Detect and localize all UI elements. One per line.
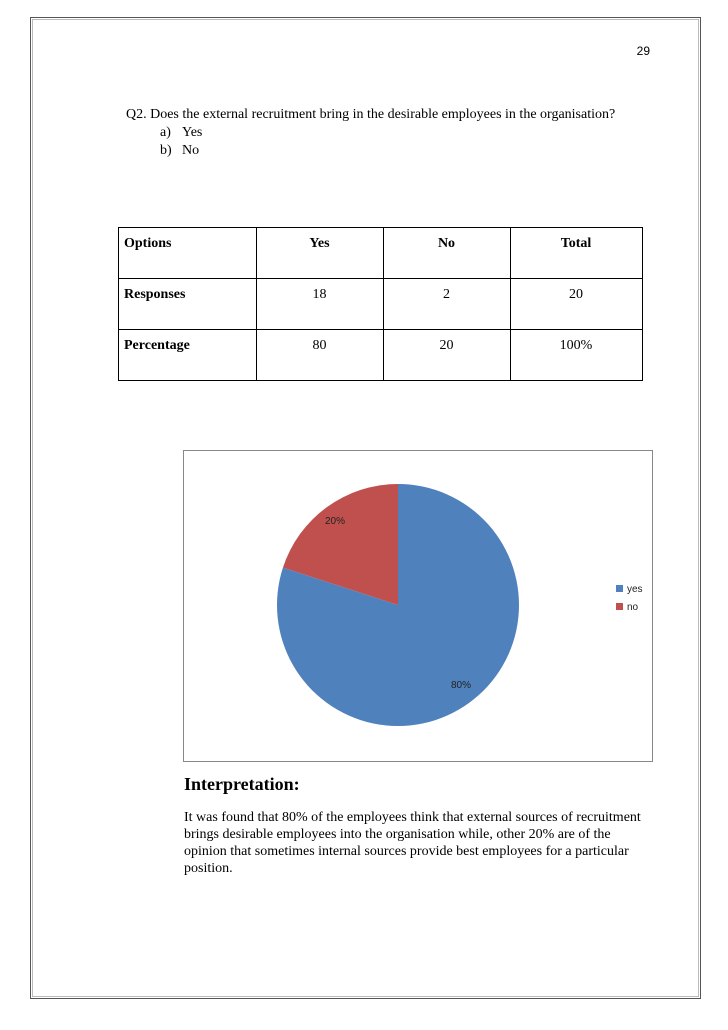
- table-header-cell: Yes: [257, 228, 384, 279]
- results-table: [118, 227, 643, 381]
- option-letter: b): [160, 143, 172, 158]
- table-cell: Percentage: [119, 330, 257, 381]
- option-label: Yes: [182, 125, 203, 140]
- table-header-row: [119, 228, 643, 279]
- table-cell: Responses: [119, 279, 257, 330]
- data-label-no: 20%: [324, 516, 346, 527]
- interpretation-body: It was found that 80% of the employees think that external sources of recruitment brings desirable employees into the organisation while, other 20% are of the opinion that sometimes internal sources provide best employees for a particular position.: [184, 810, 641, 876]
- table-row: [119, 330, 643, 381]
- option-item: [160, 142, 626, 160]
- option-label: No: [182, 143, 200, 158]
- table-header-cell: No: [384, 228, 511, 279]
- answer-options: [126, 124, 626, 160]
- question-block: [126, 106, 626, 160]
- table-cell: 20: [511, 279, 643, 330]
- pie-chart-svg: [184, 451, 652, 761]
- legend-label-no: no: [627, 602, 639, 613]
- option-item: [160, 124, 626, 142]
- interpretation-heading: Interpretation:: [184, 774, 300, 794]
- table-header-cell: Total: [511, 228, 643, 279]
- option-letter: a): [160, 125, 171, 140]
- table-cell: 2: [384, 279, 511, 330]
- legend-label-yes: yes: [627, 584, 643, 595]
- legend-swatch-no: [616, 603, 623, 610]
- page-number: 29: [636, 44, 650, 58]
- table-row: [119, 279, 643, 330]
- data-label-yes: 80%: [450, 680, 472, 691]
- question-text: Q2. Does the external recruitment bring in the desirable employees in the organisation?: [126, 107, 616, 122]
- table-cell: 80: [257, 330, 384, 381]
- table-header-cell: Options: [119, 228, 257, 279]
- legend-swatch-yes: [616, 585, 623, 592]
- table-cell: 18: [257, 279, 384, 330]
- table-cell: 100%: [511, 330, 643, 381]
- pie-chart: [183, 450, 653, 762]
- table-cell: 20: [384, 330, 511, 381]
